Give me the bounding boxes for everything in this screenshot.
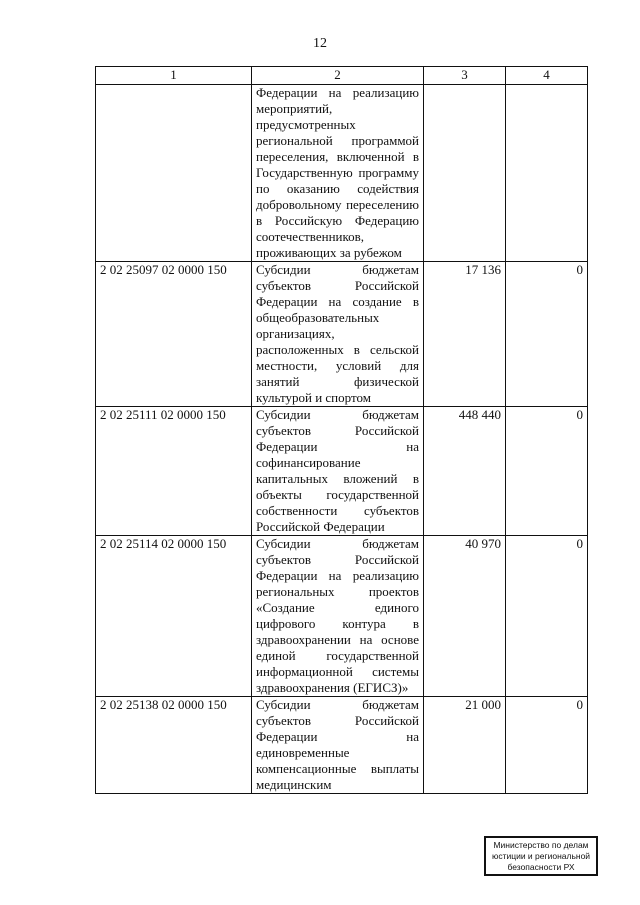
table-row xyxy=(96,536,588,697)
row-description: Федерации на реализацию мероприятий, предусмотренных региональной программой переселения, включенной в Государственную программу по оказанию содействия добровольному переселению в Российскую Федерацию соотечественников, проживающих за рубежом xyxy=(252,85,424,262)
row-value-3: 40 970 xyxy=(424,536,506,697)
stamp-line-2: юстиции и региональной xyxy=(491,850,591,861)
row-code: 2 02 25138 02 0000 150 xyxy=(96,697,252,794)
row-value-3: 21 000 xyxy=(424,697,506,794)
row-value-4: 0 xyxy=(506,536,588,697)
row-value-4 xyxy=(506,85,588,262)
column-header-2: 2 xyxy=(252,67,424,85)
row-value-4: 0 xyxy=(506,262,588,407)
row-description: Субсидии бюджетам субъектов Российской Федерации на софинансирование капитальных вложений в объекты государственной собственности субъектов Российской Федерации xyxy=(252,407,424,536)
row-code xyxy=(96,85,252,262)
stamp-line-1: Министерство по делам xyxy=(493,839,589,850)
ministry-stamp xyxy=(484,836,598,876)
row-description: Субсидии бюджетам субъектов Российской Федерации на создание в общеобразовательных организациях, расположенных в сельской местности, условий для занятий физической культурой и спортом xyxy=(252,262,424,407)
table-header-row xyxy=(96,67,588,85)
row-value-4: 0 xyxy=(506,407,588,536)
row-value-3 xyxy=(424,85,506,262)
row-code: 2 02 25111 02 0000 150 xyxy=(96,407,252,536)
table-row xyxy=(96,697,588,794)
budget-table xyxy=(95,66,588,794)
row-code: 2 02 25097 02 0000 150 xyxy=(96,262,252,407)
column-header-4: 4 xyxy=(506,67,588,85)
row-value-3: 17 136 xyxy=(424,262,506,407)
row-code: 2 02 25114 02 0000 150 xyxy=(96,536,252,697)
column-header-1: 1 xyxy=(96,67,252,85)
page-number: 12 xyxy=(313,36,327,51)
column-header-3: 3 xyxy=(424,67,506,85)
row-description: Субсидии бюджетам субъектов Российской Федерации на реализацию региональных проектов «Создание единого цифрового контура в здравоохранении на основе единой государственной информационной системы здравоохранения (ЕГИСЗ)» xyxy=(252,536,424,697)
row-value-4: 0 xyxy=(506,697,588,794)
row-description: Субсидии бюджетам субъектов Российской Федерации на единовременные компенсационные выплаты медицинским xyxy=(252,697,424,794)
table-row xyxy=(96,85,588,262)
row-value-3: 448 440 xyxy=(424,407,506,536)
stamp-line-3: безопасности РХ xyxy=(507,861,575,872)
table-row xyxy=(96,407,588,536)
table-row xyxy=(96,262,588,407)
